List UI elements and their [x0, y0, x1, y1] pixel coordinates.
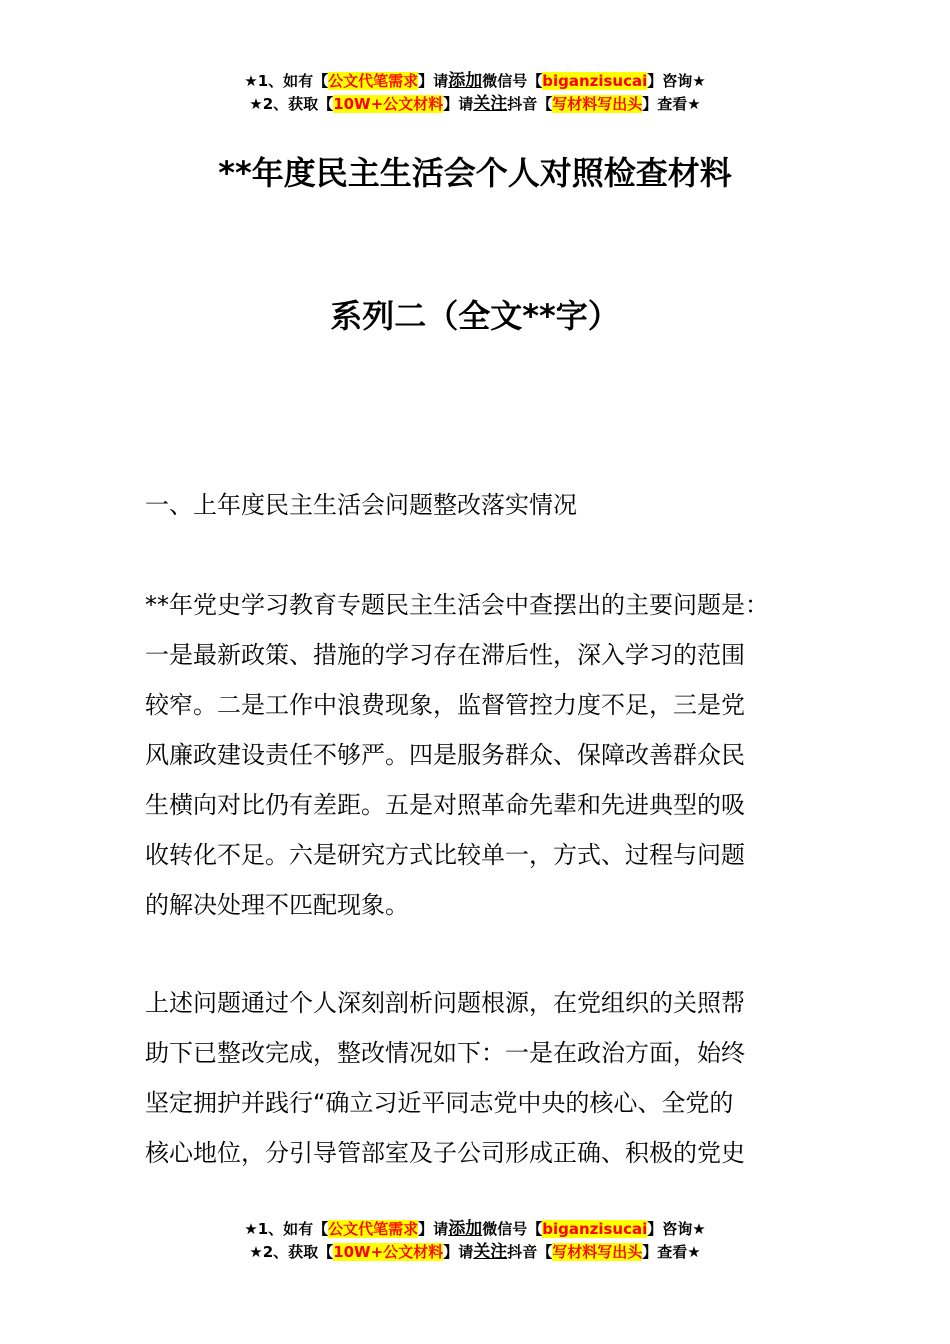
promo-text: 】请: [418, 1220, 449, 1238]
promo-text: 】请: [443, 1243, 474, 1261]
section-heading: 一、上年度民主生活会问题整改落实情况: [145, 491, 577, 519]
promo-text: ★2、获取【: [249, 1243, 334, 1261]
promo-text: 】查看★: [642, 1243, 701, 1261]
document-title: **年度民主生活会个人对照检查材料: [218, 154, 732, 192]
promo-text: 】请: [443, 95, 474, 113]
paragraph-1: [145, 580, 825, 930]
paragraph-line: 助下已整改完成，整改情况如下：一是在政治方面，始终: [145, 1039, 745, 1067]
promo-text: ★2、获取【: [249, 95, 334, 113]
header-promo-banner: [0, 70, 950, 116]
promo-text: ★1、如有【: [244, 1220, 329, 1238]
promo-highlight: 公文代笔需求: [328, 1220, 419, 1238]
promo-line-1: [0, 70, 950, 93]
paragraph-line: 一是最新政策、措施的学习存在滞后性，深入学习的范围: [145, 641, 745, 669]
promo-line-2: [0, 93, 950, 116]
paragraph-line: 坚定拥护并践行“确立习近平同志党中央的核心、全党的: [145, 1089, 734, 1117]
promo-line-2: [0, 1241, 950, 1264]
promo-douyin-id: 写材料写出头: [552, 95, 643, 113]
promo-highlight: 公文代笔需求: [328, 72, 419, 90]
promo-text: 】咨询★: [647, 72, 706, 90]
promo-text: 】请: [418, 72, 449, 90]
paragraph-line: 生横向对比仍有差距。五是对照革命先辈和先进典型的吸: [145, 791, 745, 819]
promo-highlight: 10W+公文材料: [333, 1243, 444, 1261]
paragraph-line: **年党史学习教育专题民主生活会中查摆出的主要问题是：: [145, 591, 769, 619]
promo-text: 微信号【: [482, 1220, 543, 1238]
promo-underline: 添加: [448, 1219, 483, 1239]
paragraph-2: [145, 978, 825, 1178]
promo-underline: 关注: [473, 94, 508, 114]
document-subtitle: 系列二（全文**字）: [330, 297, 620, 335]
promo-line-1: [0, 1218, 950, 1241]
paragraph-line: 风廉政建设责任不够严。四是服务群众、保障改善群众民: [145, 741, 745, 769]
paragraph-line: 核心地位，分引导管部室及子公司形成正确、积极的党史: [145, 1139, 745, 1167]
promo-underline: 添加: [448, 71, 483, 91]
promo-text: 】查看★: [642, 95, 701, 113]
promo-underline: 关注: [473, 1242, 508, 1262]
promo-wechat-id: biganzisucai: [542, 72, 648, 90]
promo-douyin-id: 写材料写出头: [552, 1243, 643, 1261]
promo-text: 抖音【: [507, 1243, 553, 1261]
paragraph-line: 较窄。二是工作中浪费现象，监督管控力度不足，三是党: [145, 691, 745, 719]
paragraph-line: 的解决处理不匹配现象。: [145, 891, 409, 919]
promo-highlight: 10W+公文材料: [333, 95, 444, 113]
promo-wechat-id: biganzisucai: [542, 1220, 648, 1238]
promo-text: 】咨询★: [647, 1220, 706, 1238]
paragraph-line: 收转化不足。六是研究方式比较单一，方式、过程与问题: [145, 841, 745, 869]
promo-text: ★1、如有【: [244, 72, 329, 90]
footer-promo-banner: [0, 1218, 950, 1264]
promo-text: 微信号【: [482, 72, 543, 90]
promo-text: 抖音【: [507, 95, 553, 113]
paragraph-line: 上述问题通过个人深刻剖析问题根源，在党组织的关照帮: [145, 989, 745, 1017]
